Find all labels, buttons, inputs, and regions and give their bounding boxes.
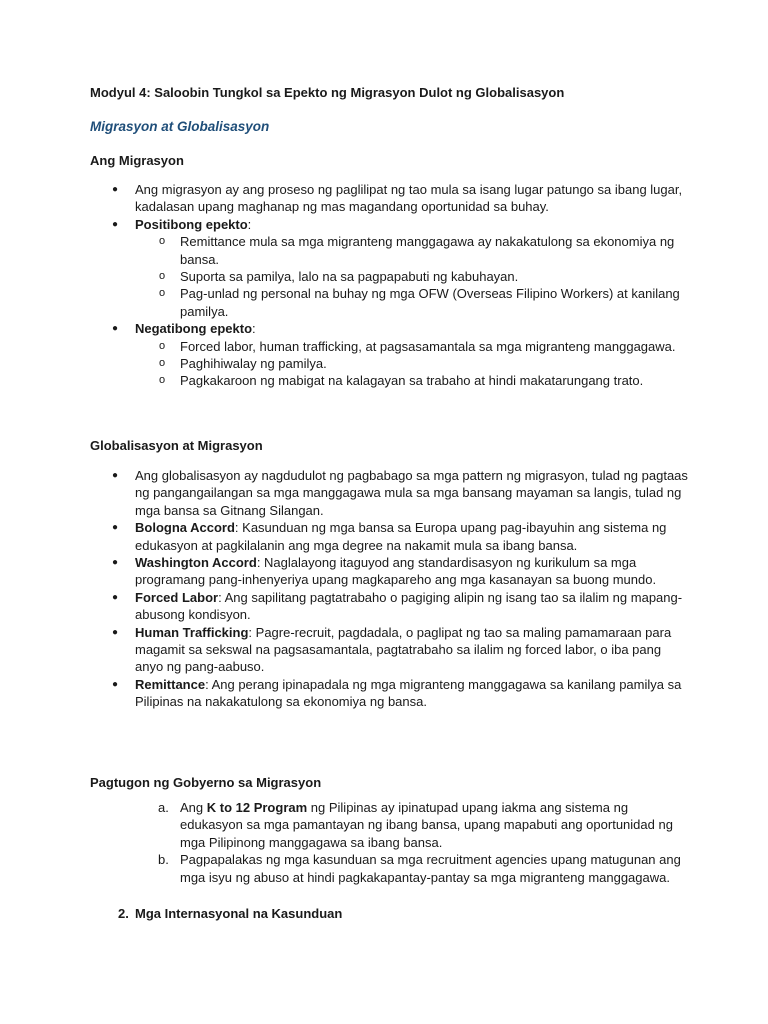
migrasyon-list [90, 181, 690, 390]
circle-bullet-icon: o [159, 357, 166, 370]
term-label: Washington Accord [135, 555, 257, 571]
term-item [90, 554, 690, 589]
list-item-text: Ang migrasyon ay ang proseso ng paglilipat ng tao mula sa isang lugar patungo sa ibang lugar, kadalasan upang maghanap ng mas magandang oportunidad sa buhay. [135, 182, 683, 215]
numbered-heading-text: Mga Internasyonal na Kasunduan [135, 906, 343, 921]
bullet-icon: ● [112, 470, 119, 481]
bullet-icon: ● [112, 184, 119, 195]
term-label: Human Trafficking [135, 624, 249, 640]
term-definition: : Pagre-recruit, pagdadala, o paglipat ng tao sa maling pamamaraan para magamit sa sekswal na pagsasamantala, pagtatrabaho sa ilalim ng forced labor, o iba pang anyo ng pang-aabuso. [135, 624, 672, 675]
sublist-item-text: Remittance mula sa mga migranteng manggagawa ay nakakatulong sa ekonomiya ng bansa. [180, 234, 675, 267]
sublist-item-text: Suporta sa pamilya, lalo na sa pagpapabuti ng kabuhayan. [180, 269, 519, 285]
term-item [90, 519, 690, 554]
sublist-item [90, 338, 690, 355]
list-item [90, 181, 690, 216]
sublist-item-text: Pag-unlad ng personal na buhay ng mga OFW (Overseas Filipino Workers) at kanilang pamilya. [180, 286, 680, 319]
term-definition: : Ang perang ipinapadala ng mga migranteng manggagawa sa kanilang pamilya sa Pilipinas na nakakatulong sa ekonomiya ng bansa. [135, 676, 682, 710]
bullet-icon: ● [112, 557, 119, 569]
negatibo-sublist [135, 338, 690, 390]
negatibo-label: Negatibong epekto [135, 321, 253, 337]
bullet-icon: ● [112, 591, 119, 603]
term-definition: : Ang sapilitang pagtatrabaho o pagiging alipin ng isang tao sa ilalim ng mapang-abusong kondisyon. [135, 589, 683, 623]
term-item [90, 624, 690, 676]
term-item [90, 589, 690, 624]
bullet-icon: ● [112, 323, 119, 335]
list-item-text: ng Pilipinas ay ipinatupad upang iakma ang sistema ng edukasyon sa mga pamantayan ng ibang bansa, upang mapabuti ang oportunidad ng mga Pilipinong manggagawa sa ibang bansa. [180, 800, 673, 850]
bullet-icon: ● [112, 218, 119, 230]
globalisasyon-list [90, 467, 690, 711]
list-item: ● Positibong epekto: o Remittance mula sa mga migranteng manggagawa ay nakakatulong sa ekonomiya ng bansa. o Suporta sa pamilya, lalo na sa pagpapabuti ng kabuhayan. o Pag-unlad ng personal na buhay ng mga OFW (Overseas Filipino Workers) at kanilang pamilya. [90, 216, 690, 320]
circle-bullet-icon: o [159, 339, 166, 352]
sublist-item [90, 285, 690, 320]
page-title: Modyul 4: Saloobin Tungkol sa Epekto ng Migrasyon Dulot ng Globalisasyon [90, 85, 565, 100]
list-marker: b. [158, 852, 169, 868]
circle-bullet-icon: o [159, 270, 166, 283]
term-definition: : Kasunduan ng mga bansa sa Europa upang pag-ibayuhin ang sistema ng edukasyon at pagkilalanin ang mga degree na nakamit mula sa ibang bansa. [135, 520, 667, 553]
section-heading-pagtugon: Pagtugon ng Gobyerno sa Migrasyon [90, 775, 322, 790]
sublist-item [90, 268, 690, 285]
list-item-text: Pagpapalakas ng mga kasunduan sa mga recruitment agencies upang matugunan ang mga isyu ng abuso at hindi pagkakapantay-pantay sa mga migranteng manggagawa. [180, 852, 681, 885]
sublist-item [90, 355, 690, 372]
list-item [90, 851, 690, 886]
sublist-item-text: Pagkakaroon ng mabigat na kalagayan sa trabaho at hindi makatarungang trato. [180, 373, 644, 389]
section-heading-globalisasyon: Globalisasyon at Migrasyon [90, 438, 263, 453]
bullet-icon: ● [112, 522, 119, 534]
number-marker: 2. [118, 906, 129, 921]
term-label: Remittance [135, 676, 206, 692]
term-label: Forced Labor [135, 589, 219, 605]
numbered-heading [118, 905, 342, 922]
list-item [90, 799, 690, 851]
list-item: ● Negatibong epekto: o Forced labor, human trafficking, at pagsasamantala sa mga migranteng manggagawa. o Paghihiwalay ng pamilya. o Pagkakaroon ng mabigat na kalagayan sa trabaho at hindi makatarungang trato. [90, 320, 690, 390]
k12-program-label: K to 12 Program [206, 800, 308, 815]
term-item [90, 676, 690, 711]
list-item [90, 467, 690, 519]
section-heading-migrasyon: Ang Migrasyon [90, 153, 184, 168]
list-item-text: Ang globalisasyon ay nagdudulot ng pagbabago sa mga pattern ng migrasyon, tulad ng pagtaas ng pangangailangan sa mga manggagawa mula sa mga bansang mayaman sa langis, tulad ng mga bansa sa Gitnang Silangan. [135, 468, 688, 518]
circle-bullet-icon: o [159, 235, 166, 248]
sublist-item-text: Forced labor, human trafficking, at pagsasamantala sa mga migranteng manggagawa. [180, 338, 676, 354]
list-item-text: Ang [180, 800, 207, 815]
bullet-icon: ● [112, 626, 119, 638]
term-definition: : Naglalayong itaguyod ang standardisasyon ng kurikulum sa mga programang pang-inhenyeriya upang magkapareho ang mga kasanayan sa buong mundo. [135, 555, 657, 588]
circle-bullet-icon: o [159, 374, 166, 387]
term-label: Bologna Accord [135, 520, 235, 536]
positibo-sublist [135, 233, 690, 320]
sublist-item [90, 233, 690, 268]
list-marker: a. [158, 800, 169, 815]
sublist-item [90, 372, 690, 389]
bullet-icon: ● [112, 678, 119, 690]
page-subtitle: Migrasyon at Globalisasyon [90, 119, 270, 134]
pagtugon-list [90, 799, 690, 886]
positibo-label: Positibong epekto [135, 216, 248, 232]
sublist-item-text: Paghihiwalay ng pamilya. [180, 356, 327, 372]
circle-bullet-icon: o [159, 287, 166, 300]
